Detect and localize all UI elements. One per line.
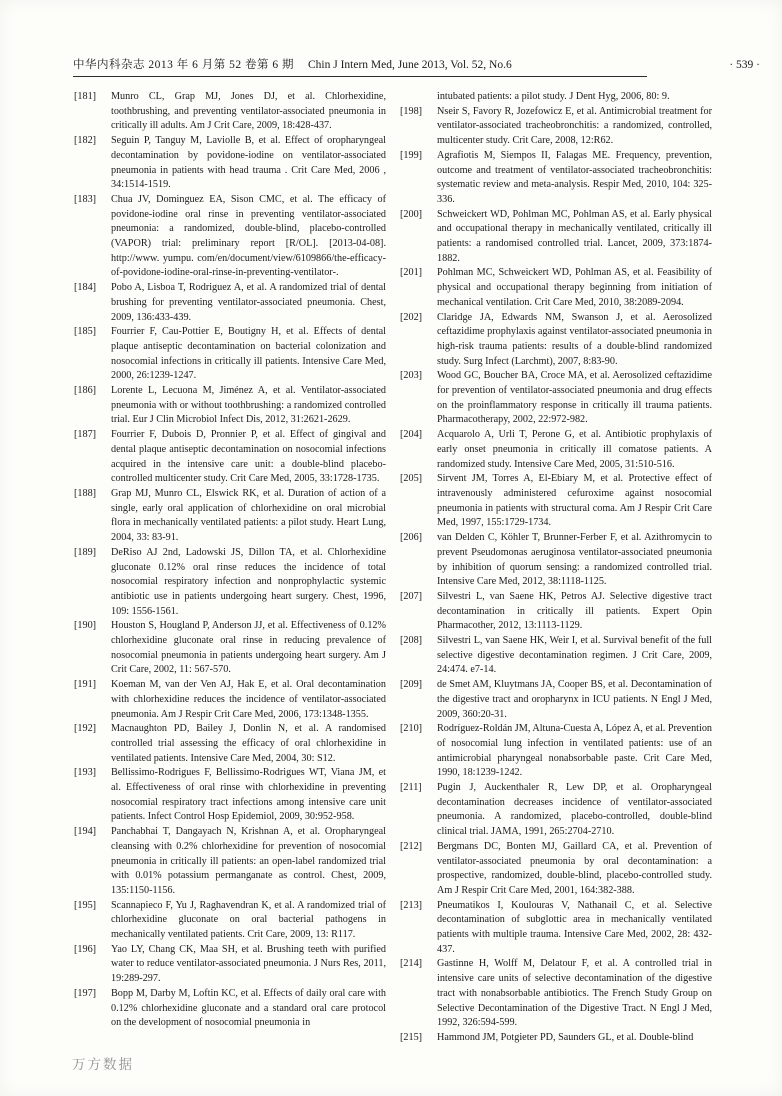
reference-text: Sirvent JM, Torres A, El-Ebiary M, et al. Protective effect of intravenously administered cefuroxime against nosocomial pneumonia in patients with structural coma. Am J Respir Crit Care Med, 1997, 155:1729-1734. xyxy=(437,473,712,529)
page-number: · 539 · xyxy=(729,59,760,71)
reference-number: [186] xyxy=(74,385,97,397)
reference-text: Bergmans DC, Bonten MJ, Gaillard CA, et al. Prevention of ventilator-associated pneumonia by oral decontamination: a prospective, randomized, double-blind, placebo-controlled study. Am J Respir Crit Care Med, 2001, 164:382-388. xyxy=(437,840,712,896)
reference-number: [203] xyxy=(400,370,423,382)
reference-text: Rodríguez-Roldán JM, Altuna-Cuesta A, López A, et al. Prevention of nosocomial lung infection in ventilated patients: use of an antimicrobial pharyngeal nonabsorbable paste. Crit Care Med, 1990, 18:1239-1242. xyxy=(437,723,713,779)
reference-number: [196] xyxy=(74,943,97,955)
references-left-column xyxy=(74,90,386,1046)
reference-item xyxy=(74,987,386,1031)
reference-number: [206] xyxy=(400,532,423,544)
reference-text: Agrafiotis M, Siempos II, Falagas ME. Frequency, prevention, outcome and treatment of ventilator-associated tracheobronchitis: systematic review and meta-analysis. Respir Med, 2010, 104: 325-336. xyxy=(437,149,712,205)
reference-item xyxy=(400,722,712,781)
reference-number: [210] xyxy=(400,723,423,735)
reference-item xyxy=(400,105,712,149)
reference-item xyxy=(400,781,712,840)
wanfang-watermark: 万方数据 xyxy=(72,1057,134,1072)
reference-text: Grap MJ, Munro CL, Elswick RK, et al. Duration of action of a single, early oral application of chlorhexidine on oral microbial flora in mechanically ventilated patients: a pilot study. Heart Lung, 2004, 33: 83-91. xyxy=(111,487,386,544)
reference-text: Panchabhai T, Dangayach N, Krishnan A, et al. Oropharyngeal cleansing with 0.2% chlorhexidine for prevention of nosocomial pneumonia in critically ill patients: an open-label randomized trial with 0.01% potassium permanganate as control. Chest, 2009, 135:1150-1156. xyxy=(111,826,386,896)
reference-number: [192] xyxy=(74,723,97,735)
reference-text: Bopp M, Darby M, Loftin KC, et al. Effects of daily oral care with 0.12% chlorhexidine gluconate and a standard oral care protocol on the development of nosocomial pneumonia in xyxy=(111,987,386,1029)
reference-text: Chua JV, Dominguez EA, Sison CMC, et al. The efficacy of povidone-iodine oral rinse in preventing ventilator-associated pneumonia: a randomized, double-blind, placebo-controlled (VAPOR) trial: preliminary report [R/OL]. [2013-04-08]. http://www. yumpu. com/en/document/view/6109866/the-efficacy-of-povidone-iodine-oral-rinse-in-preventing-ventilator-. xyxy=(111,193,386,279)
reference-number: [194] xyxy=(74,826,97,838)
reference-number: [202] xyxy=(400,311,423,323)
reference-item xyxy=(74,384,386,428)
reference-number: [205] xyxy=(400,473,423,485)
reference-number: [200] xyxy=(400,208,423,220)
reference-item xyxy=(400,1031,712,1046)
reference-item xyxy=(74,325,386,384)
reference-text: Hammond JM, Potgieter PD, Saunders GL, et al. Double-blind xyxy=(437,1032,694,1043)
journal-title-english: Chin J Intern Med, June 2013, Vol. 52, No.6 xyxy=(308,59,512,71)
reference-item xyxy=(400,678,712,722)
reference-number: [213] xyxy=(400,899,423,911)
reference-number: [198] xyxy=(400,105,423,117)
reference-text: de Smet AM, Kluytmans JA, Cooper BS, et al. Decontamination of the digestive tract and oropharynx in ICU patients. N Engl J Med, 2009, 360:20-31. xyxy=(437,679,712,720)
reference-item xyxy=(74,766,386,825)
reference-item xyxy=(74,678,386,722)
reference-text: Fourrier F, Dubois D, Pronnier P, et al. Effect of gingival and dental plaque antiseptic decontamination on nosocomial infections acquired in the intensive care unit: a double-blind placebo-controlled multicenter study. Crit Care Med, 2005, 33:1728-1735. xyxy=(111,429,386,485)
reference-text: intubated patients: a pilot study. J Dent Hyg, 2006, 80: 9. xyxy=(437,91,670,102)
reference-item xyxy=(74,428,386,487)
reference-item xyxy=(74,943,386,987)
reference-item xyxy=(400,472,712,531)
reference-number: [208] xyxy=(400,635,423,647)
reference-item xyxy=(74,134,386,193)
reference-number: [184] xyxy=(74,282,97,294)
reference-number: [190] xyxy=(74,620,97,632)
reference-item xyxy=(400,899,712,958)
reference-item xyxy=(400,149,712,208)
reference-text: Claridge JA, Edwards NM, Swanson J, et al. Aerosolized ceftazidime prophylaxis against ventilator-associated pneumonia in high-risk trauma patients: results of a double-blind randomized study. Surg Infect (Larchmt), 2007, 8:83-90. xyxy=(437,311,712,367)
reference-item xyxy=(74,546,386,620)
reference-text: Wood GC, Boucher BA, Croce MA, et al. Aerosolized ceftazidime for prevention of ventilator-associated pneumonia and drug effects on the proinflammatory response in critically ill trauma patients. Pharmacotherapy, 2002, 22:972-982. xyxy=(437,370,712,426)
reference-item xyxy=(74,722,386,766)
reference-item xyxy=(400,957,712,1031)
reference-text: Seguin P, Tanguy M, Laviolle B, et al. Effect of oropharyngeal decontamination by povidone-iodine on ventilator-associated pneumonia in patients with head trauma . Crit Care Med, 2006 , 34:1514-1519. xyxy=(111,135,386,191)
reference-text: Nseir S, Favory R, Jozefowicz E, et al. Antimicrobial treatment for ventilator-associated tracheobronchitis: a randomized, controlled, multicenter study. Crit Care, 2008, 12:R62. xyxy=(437,105,712,147)
reference-text: Pobo A, Lisboa T, Rodriguez A, et al. A randomized trial of dental brushing for preventing ventilator-associated pneumonia. Chest, 2009, 136:433-439. xyxy=(111,282,386,323)
reference-item xyxy=(400,590,712,634)
reference-text: van Delden C, Köhler T, Brunner-Ferber F, et al. Azithromycin to prevent Pseudomonas aeruginosa ventilator-associated pneumonia by inhibition of quorum sensing: a randomized controlled trial. Intensive Care Med, 2012, 38:1118-1125. xyxy=(437,532,712,588)
reference-item xyxy=(400,369,712,428)
reference-text: Pneumatikos I, Koulouras V, Nathanail C, et al. Selective decontamination of subglottic area in mechanically ventilated patients with multiple trauma. Intensive Care Med, 2002, 28: 432-437. xyxy=(437,899,712,955)
reference-text: Silvestri L, van Saene HK, Weir I, et al. Survival benefit of the full selective digestive decontamination regimen. J Crit Care, 2009, 24:474. e7-14. xyxy=(437,635,712,676)
journal-title-chinese: 中华内科杂志 2013 年 6 月第 52 卷第 6 期 xyxy=(73,59,294,71)
reference-item xyxy=(400,90,712,105)
reference-number: [181] xyxy=(74,91,97,102)
reference-number: [204] xyxy=(400,429,423,441)
reference-item xyxy=(74,193,386,281)
reference-text: Pugin J, Auckenthaler R, Lew DP, et al. Oropharyngeal decontamination decreases incidence of ventilator-associated pneumonia. A randomized, placebo-controlled, double-blind clinical trial. JAMA, 1991, 265:2704-2710. xyxy=(437,782,712,838)
reference-number: [188] xyxy=(74,487,97,499)
reference-item xyxy=(400,531,712,590)
references-section xyxy=(74,90,712,1046)
reference-text: Koeman M, van der Ven AJ, Hak E, et al. Oral decontamination with chlorhexidine reduces the incidence of ventilator-associated pneumonia. Am J Respir Crit Care Med, 2006, 173:1348-1355. xyxy=(111,679,386,720)
reference-number: [201] xyxy=(400,267,423,279)
reference-item xyxy=(400,208,712,267)
reference-number: [215] xyxy=(400,1032,423,1043)
reference-text: Houston S, Hougland P, Anderson JJ, et al. Effectiveness of 0.12% chlorhexidine gluconate oral rinse in reducing prevalence of nosocomial pneumonia in patients undergoing heart surgery. Am J Crit Care, 2002, 11: 567-570. xyxy=(111,620,386,676)
reference-number: [189] xyxy=(74,546,97,558)
reference-item xyxy=(74,825,386,899)
journal-title-line xyxy=(73,56,647,77)
reference-text: DeRiso AJ 2nd, Ladowski JS, Dillon TA, et al. Chlorhexidine gluconate 0.12% oral rinse reduces the incidence of total nosocomial respiratory infection and nonprophylactic systemic antibiotic use in patients undergoing heart surgery. Chest, 1996, 109: 1556-1561. xyxy=(111,546,386,617)
reference-item xyxy=(74,619,386,678)
reference-number: [212] xyxy=(400,840,423,852)
reference-text: Scannapieco F, Yu J, Raghavendran K, et al. A randomized trial of chlorhexidine gluconate on oral bacterial pathogens in mechanically ventilated patients. Crit Care, 2009, 13: R117. xyxy=(111,899,386,941)
reference-text: Schweickert WD, Pohlman MC, Pohlman AS, et al. Early physical and occupational therapy in mechanically ventilated, critically ill patients: a randomised controlled trial. Lancet, 2009, 373:1874-1882. xyxy=(437,208,712,264)
reference-text: Pohlman MC, Schweickert WD, Pohlman AS, et al. Feasibility of physical and occupational therapy beginning from initiation of mechanical ventilation. Crit Care Med, 2010, 38:2089-2094. xyxy=(437,267,712,308)
reference-number: [211] xyxy=(400,782,422,794)
reference-text: Acquarolo A, Urli T, Perone G, et al. Antibiotic prophylaxis of early onset pneumonia in critically ill comatose patients. A randomized study. Intensive Care Med, 2005, 31:510-516. xyxy=(437,429,712,470)
reference-text: Fourrier F, Cau-Pottier E, Boutigny H, et al. Effects of dental plaque antiseptic decontamination on bacterial colonization and nosocomial infections in critically ill patients. Intensive Care Med, 2000, 26:1239-1247. xyxy=(111,326,386,382)
reference-item xyxy=(74,90,386,134)
reference-item xyxy=(400,311,712,370)
reference-number: [193] xyxy=(74,767,97,779)
reference-number: [187] xyxy=(74,429,97,441)
reference-number: [197] xyxy=(74,987,97,999)
page-header xyxy=(73,56,764,77)
reference-item xyxy=(400,840,712,899)
reference-number: [207] xyxy=(400,590,423,602)
reference-number: [195] xyxy=(74,899,97,911)
reference-item xyxy=(74,487,386,546)
reference-text: Yao LY, Chang CK, Maa SH, et al. Brushing teeth with purified water to reduce ventilator-associated pneumonia. J Nurs Res, 2011, 19:289-297. xyxy=(111,943,386,985)
reference-item xyxy=(74,899,386,943)
reference-item xyxy=(400,428,712,472)
reference-number: [185] xyxy=(74,326,97,338)
references-right-column xyxy=(400,90,712,1046)
reference-number: [183] xyxy=(74,193,97,205)
reference-item xyxy=(400,266,712,310)
reference-number: [214] xyxy=(400,958,423,970)
reference-text: Macnaughton PD, Bailey J, Donlin N, et al. A randomised controlled trial assessing the efficacy of oral chlorhexidine in ventilated patients. Intensive Care Med, 2004, 30: S12. xyxy=(111,723,386,764)
reference-number: [191] xyxy=(74,679,97,691)
reference-text: Munro CL, Grap MJ, Jones DJ, et al. Chlorhexidine, toothbrushing, and preventing ventilator-associated pneumonia in critically ill adults. Am J Crit Care, 2009, 18:428-437. xyxy=(111,91,386,132)
reference-number: [209] xyxy=(400,679,423,691)
reference-number: [182] xyxy=(74,135,97,147)
reference-number: [199] xyxy=(400,149,423,161)
reference-text: Bellissimo-Rodrigues F, Bellissimo-Rodrigues WT, Viana JM, et al. Effectiveness of oral rinse with chlorhexidine in preventing nosocomial respiratory tract infections among intensive care unit patients. Infect Control Hosp Epidemiol, 2009, 30:952-958. xyxy=(111,767,386,823)
reference-text: Silvestri L, van Saene HK, Petros AJ. Selective digestive tract decontamination in critically ill patients. Expert Opin Pharmacother, 2012, 13:1113-1129. xyxy=(437,590,712,632)
reference-item xyxy=(400,634,712,678)
reference-text: Gastinne H, Wolff M, Delatour F, et al. A controlled trial in intensive care units of selective decontamination of the digestive tract with nonabsorbable antibiotics. The French Study Group on Selective Decontamination of the Digestive Tract. N Engl J Med, 1992, 326:594-599. xyxy=(437,958,712,1029)
reference-text: Lorente L, Lecuona M, Jiménez A, et al. Ventilator-associated pneumonia with or without toothbrushing: a randomized controlled trial. Eur J Clin Microbiol Infect Dis, 2012, 31:2621-2629. xyxy=(111,385,386,426)
reference-item xyxy=(74,281,386,325)
